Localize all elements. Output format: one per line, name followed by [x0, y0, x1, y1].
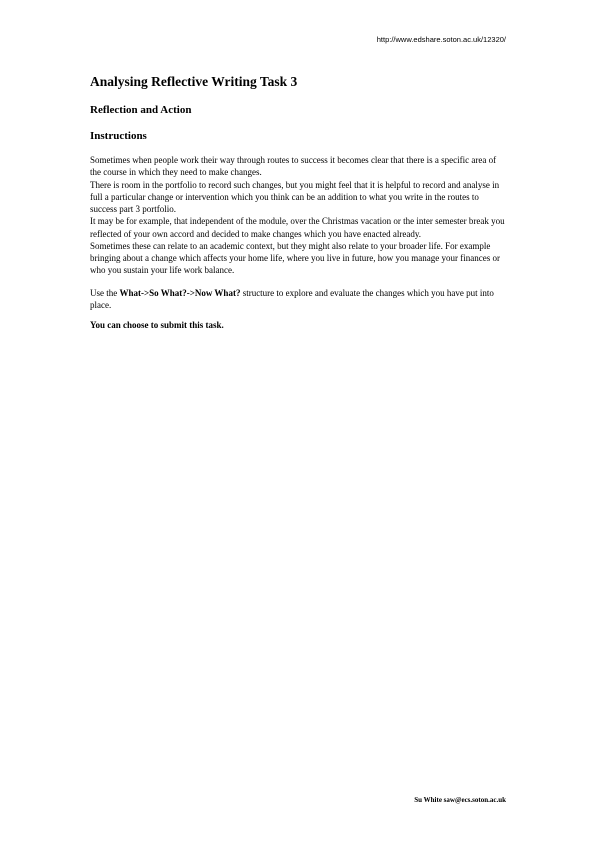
document-body — [90, 72, 508, 331]
instructions-heading: Instructions — [90, 130, 147, 142]
structure-instruction-prefix: Use the — [90, 287, 120, 298]
header-url[interactable]: http://www.edshare.soton.ac.uk/12320/ — [376, 35, 506, 44]
document-subtitle: Reflection and Action — [90, 104, 192, 116]
footer-author: Su White saw@ecs.soton.ac.uk — [414, 796, 506, 804]
structure-instruction — [90, 287, 508, 312]
document-title: Analysing Reflective Writing Task 3 — [90, 74, 298, 89]
structure-instruction-suffix: structure to explore and evaluate the changes which you have put into place. — [90, 287, 494, 310]
paragraph: There is room in the portfolio to record such changes, but you might feel that it is helpful to record and analyse in full a particular change or intervention which you think can be an addition to what you write in the routes to success part 3 portfolio. — [90, 179, 500, 214]
structure-name: What->So What?->Now What? — [119, 287, 241, 298]
paragraph: Sometimes these can relate to an academic context, but they might also relate to your broader life. For example bringing about a change which affects your home life, where you live in future, how you manage your finances or who you sustain your life work balance. — [90, 240, 500, 276]
paragraph: It may be for example, that independent of the module, over the Christmas vacation or the inter semester break you reflected of your own accord and decided to make changes which you have enacted already. — [90, 216, 505, 239]
instructions-paragraphs — [90, 154, 508, 277]
submit-note: You can choose to submit this task. — [90, 320, 224, 330]
paragraph: Sometimes when people work their way through routes to success it becomes clear that there is a specific area of the course in which they need to make changes. — [90, 155, 497, 178]
